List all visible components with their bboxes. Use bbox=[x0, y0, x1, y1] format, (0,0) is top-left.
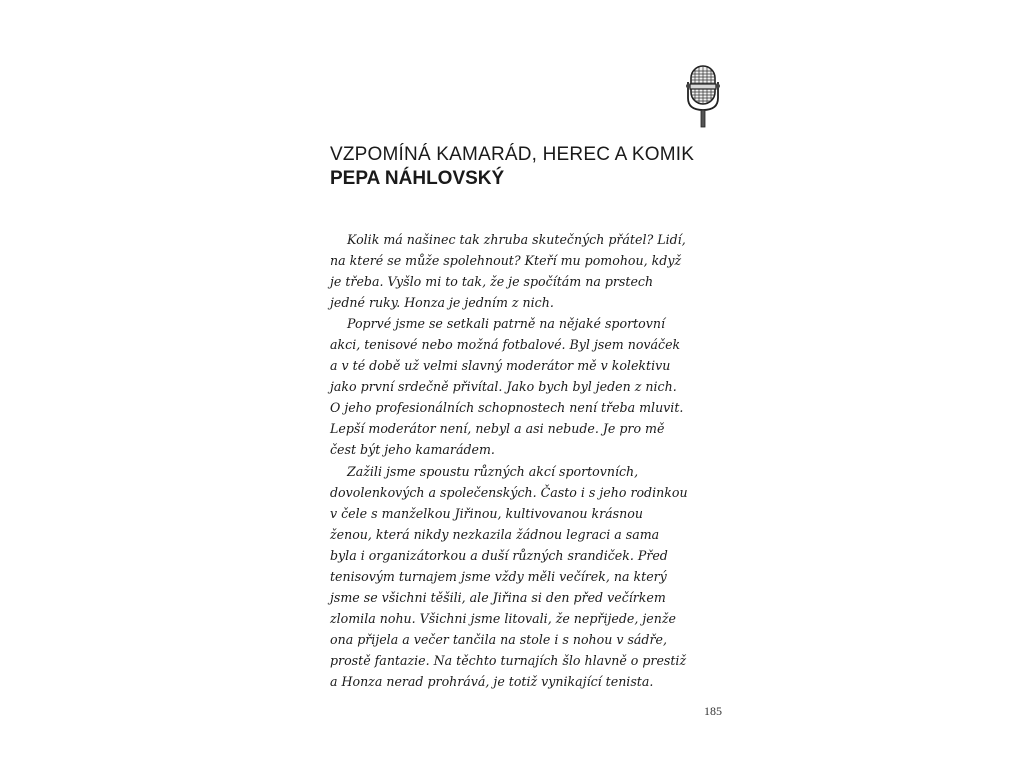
microphone-icon bbox=[683, 64, 723, 128]
text-line: a v té době už velmi slavný moderátor mě v kolektivu bbox=[330, 358, 671, 374]
text-line: je třeba. Vyšlo mi to tak, že je spočítám na prstech bbox=[330, 274, 654, 290]
text-line: a Honza nerad prohrává, je totiž vynikající tenista. bbox=[330, 673, 654, 689]
text-line: byla i organizátorkou a duší různých srandiček. Před bbox=[330, 547, 668, 563]
heading-name: PEPA NÁHLOVSKÝ bbox=[330, 168, 505, 189]
text-line: zlomila nohu. Všichni jsme litovali, že nepřijede, jenže bbox=[330, 610, 676, 626]
text-line: Zažili jsme spoustu různých akcí sportovních, bbox=[347, 463, 639, 479]
text-line: Kolik má našinec tak zhruba skutečných přátel? Lidí, bbox=[347, 232, 686, 247]
text-line: v čele s manželkou Jiřinou, kultivovanou krásnou bbox=[330, 505, 643, 521]
chapter-heading bbox=[330, 143, 750, 191]
text-line: dovolenkových a společenských. Často i s jeho rodinkou bbox=[330, 484, 688, 500]
text-line: čest být jeho kamarádem. bbox=[330, 442, 495, 458]
text-line: tenisovým turnajem jsme vždy měli večírek, na který bbox=[330, 568, 667, 584]
body-text bbox=[330, 229, 722, 692]
text-line: jsme se všichni těšili, ale Jiřina si den před večírkem bbox=[330, 589, 666, 605]
text-line: jedné ruky. Honza je jedním z nich. bbox=[330, 295, 554, 311]
text-line: prostě fantazie. Na těchto turnajích šlo hlavně o prestiž bbox=[330, 652, 687, 668]
text-line: ona přijela a večer tančila na stole i s nohou v sádře, bbox=[330, 631, 667, 647]
text-line: ženou, která nikdy nezkazila žádnou legraci a sama bbox=[330, 526, 660, 542]
page-number: 185 bbox=[704, 704, 722, 718]
text-line: Lepší moderátor není, nebyl a asi nebude. Je pro mě bbox=[330, 421, 665, 437]
text-line: na které se může spolehnout? Kteří mu pomohou, když bbox=[330, 253, 682, 269]
text-line: Poprvé jsme se setkali patrně na nějaké sportovní bbox=[347, 316, 665, 332]
heading-kicker: VZPOMÍNÁ KAMARÁD, HEREC A KOMIK bbox=[330, 144, 695, 165]
text-line: akci, tenisové nebo možná fotbalové. Byl jsem nováček bbox=[330, 337, 681, 353]
text-line: jako první srdečně přivítal. Jako bych byl jeden z nich. bbox=[330, 379, 677, 395]
text-line: O jeho profesionálních schopnostech není třeba mluvit. bbox=[330, 400, 684, 416]
